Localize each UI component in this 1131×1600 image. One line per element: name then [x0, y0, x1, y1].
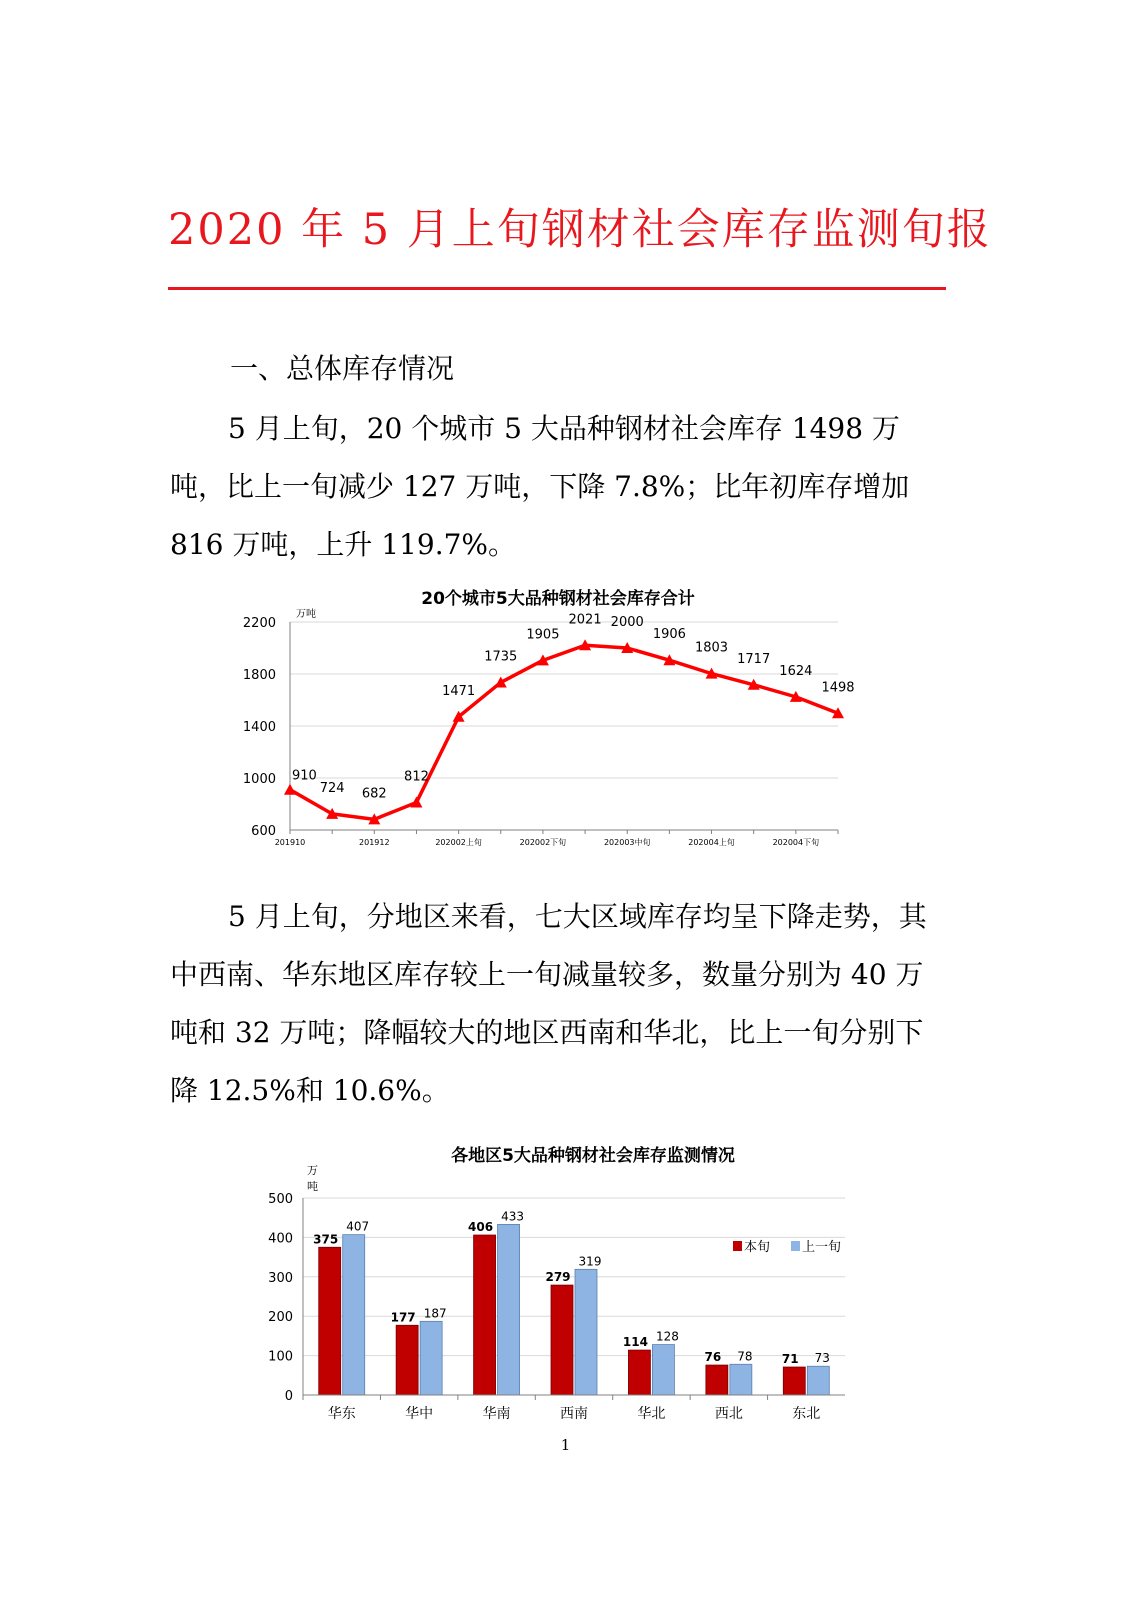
bar-chart-bar: [498, 1224, 520, 1395]
bar-chart-bar: [575, 1269, 597, 1395]
page-number: 1: [560, 1436, 571, 1454]
bar-chart: [255, 1135, 865, 1430]
bar-chart-data-label: 76: [704, 1350, 722, 1365]
bar-chart-data-label: 407: [346, 1219, 370, 1234]
line-chart-point: [284, 784, 296, 795]
section-heading: 一、总体库存情况: [230, 352, 455, 385]
bar-chart-data-label: 375: [313, 1232, 339, 1247]
bar-chart-data-label: 406: [468, 1220, 494, 1235]
line-chart-data-label: 1624: [779, 663, 813, 679]
bar-chart-data-label: 71: [781, 1352, 799, 1367]
title-divider: [168, 287, 946, 290]
bar-chart-bar: [730, 1364, 752, 1395]
bar-chart-y-unit: 万: [307, 1164, 318, 1177]
bar-chart-legend-label: 本旬: [744, 1240, 771, 1255]
line-chart-data-label: 2000: [610, 615, 644, 630]
bar-chart-data-label: 73: [814, 1351, 830, 1366]
bar-chart-bar: [783, 1367, 805, 1395]
bar-chart-y-tick: 200: [268, 1310, 293, 1326]
line-chart-data-label: 2021: [568, 612, 602, 628]
line-chart-point: [410, 796, 422, 807]
bar-chart-data-label: 319: [578, 1254, 602, 1269]
line-chart-data-label: 1498: [821, 680, 855, 696]
line-chart-data-label: 1905: [526, 627, 560, 643]
bar-chart-bar: [807, 1366, 829, 1395]
bar-chart-data-label: 78: [737, 1349, 753, 1364]
bar-chart-bar: [474, 1235, 496, 1395]
line-chart-x-tick: 201912: [359, 838, 390, 847]
bar-chart-x-tick: 华北: [637, 1406, 666, 1422]
line-chart-title: 20个城市5大品种钢材社会库存合计: [421, 589, 695, 609]
bar-chart-bar: [343, 1235, 365, 1395]
bar-chart-bar: [396, 1325, 418, 1395]
bar-chart-x-tick: 华南: [482, 1406, 511, 1422]
line-chart-data-label: 1803: [694, 640, 729, 656]
bar-chart-bar: [628, 1350, 650, 1395]
bar-chart-bar: [706, 1365, 728, 1395]
line-chart-data-label: 1717: [737, 651, 771, 667]
line-chart-data-label: 1906: [652, 627, 686, 643]
paragraph-total-inventory: 5 月上旬，20 个城市 5 大品种钢材社会库存 1498 万吨，比上一旬减少 127 万吨，下降 7.8%；比年初库存增加 816 万吨，上升 119.7%。: [170, 412, 910, 561]
line-chart-y-tick: 2200: [242, 616, 276, 631]
bar-chart-data-label: 279: [545, 1270, 571, 1285]
line-chart-x-tick: 202004下旬: [772, 838, 820, 847]
line-chart-x-tick: 202002上旬: [435, 838, 482, 847]
bar-chart-legend-label: 上一旬: [802, 1240, 842, 1255]
bar-chart-data-label: 114: [622, 1335, 648, 1350]
line-chart-data-label: 1471: [442, 683, 476, 699]
bar-chart-y-tick: 400: [268, 1231, 293, 1247]
bar-chart-y-tick: 500: [268, 1192, 293, 1207]
line-chart-data-label: 910: [292, 768, 317, 784]
bar-chart-data-label: 177: [390, 1310, 416, 1325]
bar-chart-data-label: 128: [655, 1329, 679, 1344]
line-chart-x-tick: 202003中旬: [603, 838, 651, 847]
bar-chart-legend-swatch: [733, 1241, 742, 1251]
bar-chart-y-tick: 300: [268, 1270, 293, 1286]
bar-chart-legend-swatch: [791, 1241, 800, 1251]
line-chart: [240, 580, 860, 855]
line-chart-data-label: 1735: [484, 649, 518, 665]
line-chart-data-label: 682: [361, 786, 387, 802]
paragraph-regional-inventory: 5 月上旬，分地区来看，七大区域库存均呈下降走势，其中西南、华东地区库存较上一旬减量较多，数量分别为 40 万吨和 32 万吨；降幅较大的地区西南和华北，比上一旬分别下降 12.5%和 10.6%。: [170, 900, 927, 1107]
bar-chart-bar: [420, 1321, 442, 1395]
bar-chart-data-label: 433: [501, 1209, 525, 1224]
line-chart-data-label: 812: [404, 769, 429, 785]
line-chart-y-tick: 1400: [242, 720, 276, 735]
bar-chart-bar: [551, 1285, 573, 1395]
line-chart-y-tick: 1000: [242, 772, 276, 787]
bar-chart-x-tick: 华中: [405, 1406, 434, 1422]
bar-chart-x-tick: 西南: [560, 1406, 588, 1422]
document-title: 2020 年 5 月上旬钢材社会库存监测旬报: [168, 205, 992, 255]
line-chart-x-tick: 201910: [274, 838, 306, 847]
bar-chart-y-tick: 0: [284, 1389, 293, 1404]
bar-chart-x-tick: 西北: [714, 1406, 743, 1422]
bar-chart-y-tick: 100: [268, 1349, 293, 1365]
line-chart-x-tick: 202004上旬: [688, 838, 735, 847]
bar-chart-bar: [652, 1345, 674, 1395]
line-chart-y-tick: 600: [251, 824, 276, 839]
bar-chart-data-label: 187: [423, 1306, 447, 1321]
bar-chart-title: 各地区5大品种钢材社会库存监测情况: [451, 1146, 735, 1166]
bar-chart-x-tick: 东北: [792, 1406, 821, 1422]
line-chart-data-label: 724: [319, 780, 345, 796]
bar-chart-y-unit: 吨: [307, 1180, 318, 1193]
bar-chart-bar: [319, 1247, 341, 1395]
line-chart-x-tick: 202002下旬: [519, 838, 567, 847]
bar-chart-x-tick: 华东: [327, 1406, 356, 1422]
line-chart-y-tick: 1800: [242, 668, 276, 683]
line-chart-y-unit: 万吨: [296, 609, 316, 620]
